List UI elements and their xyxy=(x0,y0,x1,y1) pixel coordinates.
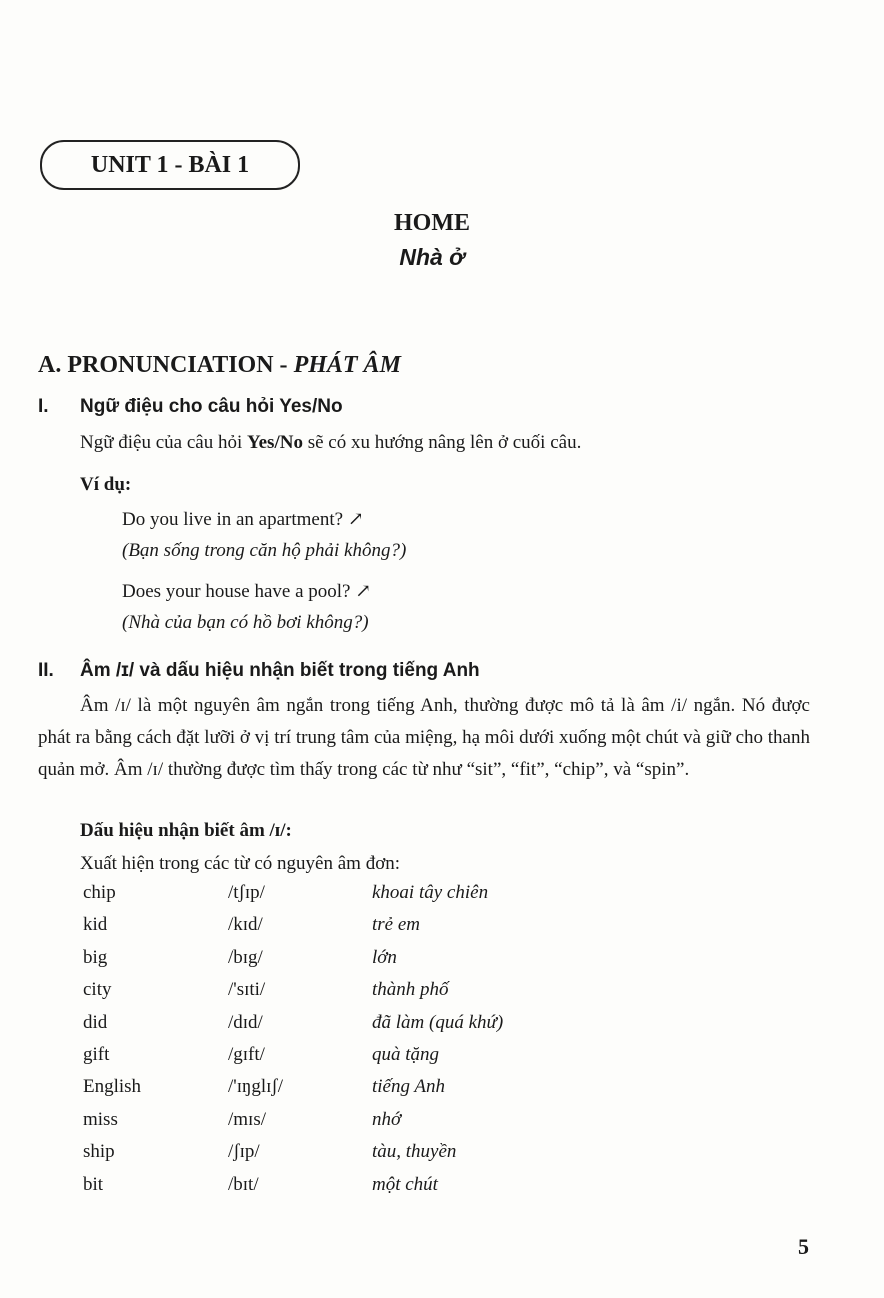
page-title: HOME xyxy=(394,210,470,236)
word-meaning: lớn xyxy=(372,946,397,968)
word-word: kid xyxy=(83,914,108,936)
word-meaning: tiếng Anh xyxy=(372,1076,446,1098)
word-ipa: /tʃɪp/ xyxy=(228,882,265,903)
word-ipa: /'sɪti/ xyxy=(228,979,266,1001)
part-1-heading: Ngữ điệu cho câu hỏi Yes/No xyxy=(80,396,343,417)
word-word: bit xyxy=(83,1173,104,1195)
word-meaning: quà tặng xyxy=(372,1044,440,1065)
section-a-title: A. PRONUNCIATION - xyxy=(38,352,294,378)
part-1-number: I. xyxy=(38,396,49,417)
example-vi: (Bạn sống trong căn hộ phải không?) xyxy=(122,540,407,561)
part-1-text xyxy=(80,432,581,454)
word-meaning: tàu, thuyền xyxy=(372,1141,457,1163)
word-meaning: đã làm (quá khứ) xyxy=(372,1011,504,1033)
part-2-heading: Âm /ɪ/ và dấu hiệu nhận biết trong tiếng Anh xyxy=(80,660,480,681)
word-word: miss xyxy=(83,1108,118,1130)
part-2-paragraph: Âm /ɪ/ là một nguyên âm ngắn trong tiếng Anh, thường được mô tả là âm /i/ ngắn. Nó được phát ra bằng cách đặt lưỡi ở vị trí trung tâm của miệng, hạ môi dưới xuống một chút và giữ cho thanh quản mở. Âm /ɪ/ thường được tìm thấy trong các từ như “sit”, “fit”, “chip”, và “spin”. xyxy=(38,695,810,780)
word-ipa: /ʃɪp/ xyxy=(228,1141,260,1163)
unit-label-box xyxy=(40,140,300,190)
word-ipa: /kɪd/ xyxy=(228,914,263,936)
part-2-number: II. xyxy=(38,660,54,681)
word-word: big xyxy=(83,946,108,968)
unit-label: UNIT 1 - BÀI 1 xyxy=(90,151,250,178)
example-vi: (Nhà của bạn có hồ bơi không?) xyxy=(122,612,369,633)
word-word: did xyxy=(83,1011,108,1033)
word-word: gift xyxy=(83,1044,110,1065)
word-meaning: một chút xyxy=(372,1173,438,1195)
word-ipa: /'ɪŋglɪʃ/ xyxy=(228,1076,284,1098)
word-meaning: trẻ em xyxy=(372,914,421,936)
text: sẽ có xu hướng nâng lên ở cuối câu. xyxy=(302,432,582,453)
word-ipa: /bɪt/ xyxy=(228,1173,259,1195)
text: Ngữ điệu của câu hỏi xyxy=(80,432,247,453)
word-meaning: nhớ xyxy=(372,1108,402,1130)
section-a-heading xyxy=(38,352,401,379)
signs-heading: Dấu hiệu nhận biết âm /ɪ/: xyxy=(80,820,292,841)
word-word: ship xyxy=(83,1141,115,1163)
page-subtitle: Nhà ở xyxy=(399,244,465,270)
word-ipa: /bɪg/ xyxy=(228,946,263,968)
word-ipa: /dɪd/ xyxy=(228,1011,263,1033)
word-word: city xyxy=(83,979,112,1001)
example-label: Ví dụ: xyxy=(80,474,132,495)
word-meaning: thành phố xyxy=(372,979,449,1001)
word-meaning: khoai tây chiên xyxy=(372,882,489,903)
text-bold: Yes/No xyxy=(247,432,303,453)
page-number: 5 xyxy=(798,1234,809,1259)
word-word: chip xyxy=(83,882,116,903)
word-ipa: /gɪft/ xyxy=(228,1044,265,1065)
example-en: Do you live in an apartment? ↗ xyxy=(122,509,364,530)
signs-intro: Xuất hiện trong các từ có nguyên âm đơn: xyxy=(80,853,401,874)
example-en: Does your house have a pool? ↗ xyxy=(122,581,372,602)
word-word: English xyxy=(83,1076,142,1098)
section-a-title-vi: PHÁT ÂM xyxy=(293,352,401,378)
word-ipa: /mɪs/ xyxy=(228,1108,267,1130)
